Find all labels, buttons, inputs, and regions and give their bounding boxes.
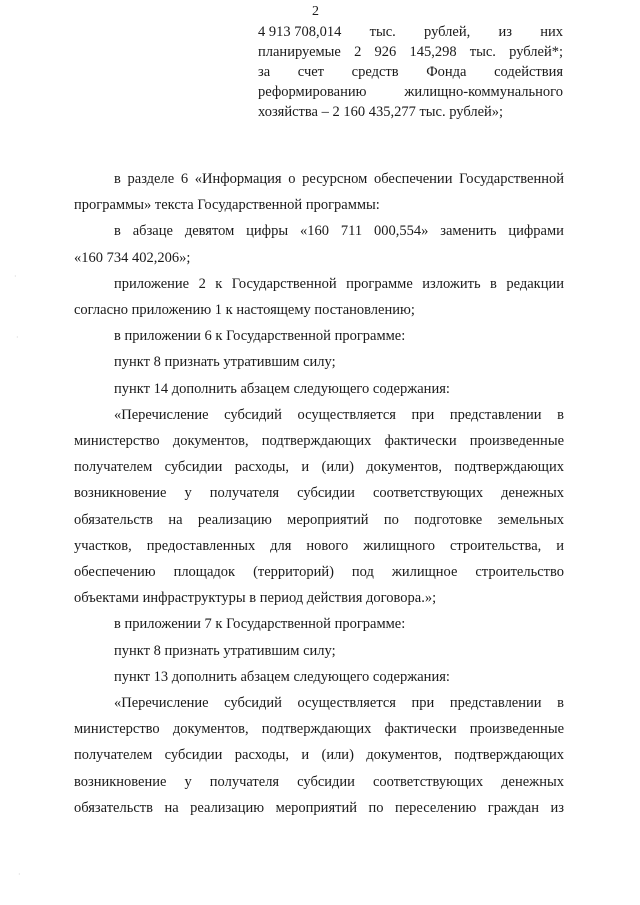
word: представлении [449,695,542,711]
word: документов, [366,747,443,764]
body-line [114,220,564,242]
body-line [74,430,564,452]
word: «160 [299,223,329,240]
word: получателем [74,459,153,476]
word: и [301,747,310,764]
word: у [184,485,192,502]
word: нового [306,537,349,554]
word: обеспечении [373,171,453,187]
word: получателя [209,485,280,502]
body-line [74,561,564,583]
word: девятом [184,223,235,240]
body-line: в приложении 7 к Государственной программе: [114,616,406,633]
body-line [114,404,564,426]
word: строительства, [449,537,542,554]
word: «Перечисление [114,695,209,711]
word: субсидии [164,747,223,764]
word: возникновение [74,773,167,790]
word: у [184,773,192,790]
top-block-line [258,62,563,82]
word: заменить [440,223,497,240]
body-line: пункт 13 дополнить абзацем следующего содержания: [114,668,450,685]
word: граждан [487,799,540,816]
word: цифры [246,223,289,240]
word: подтверждающих [261,721,372,738]
word: тыс. [469,44,496,60]
word: (или) [321,747,354,764]
word: Государственной [231,275,337,292]
word: (или) [321,459,354,476]
word: предоставленных [146,537,256,554]
word: фактически [384,433,457,449]
word: переселению [394,799,477,816]
word: рублей*; [509,44,563,60]
word: жилищно-коммунального [404,84,563,100]
word: 000,554» [373,223,429,240]
word: соответствующих [372,485,484,502]
word: из [498,24,512,40]
word: при [411,695,435,711]
word: изложить [422,275,481,292]
word: реформированию [258,84,367,100]
word: разделе [127,171,175,187]
word: субсидии [164,459,223,476]
word: «Перечисление [114,406,209,423]
word: содействия [494,64,563,80]
body-line: пункт 8 признать утратившим силу; [114,642,336,659]
word: осуществляется [297,406,396,423]
word: 6 [180,171,189,187]
word: представлении [449,406,542,423]
word: получателя [209,773,280,790]
word: мероприятий [287,511,369,528]
word: планируемые [258,44,341,60]
word: обязательств [74,799,153,816]
word: расходы, [234,459,289,476]
word: 145,298 [409,44,457,60]
word: в [114,223,121,240]
word: произведенные [469,433,564,449]
word: на [164,799,179,816]
word: и [556,537,564,554]
word: в [557,695,564,711]
word: в [490,275,497,292]
word: при [411,406,435,423]
word: из [550,799,564,816]
body-line [114,168,564,190]
word: документов, [366,459,443,476]
word: рублей, [424,24,471,40]
word: 2 [198,275,206,292]
word: жилищное [391,564,458,580]
word: них [540,24,563,40]
word: возникновение [74,485,167,502]
word: в [557,406,564,423]
word: площадок [173,564,236,580]
word: субсидий [224,695,282,711]
word: средств [351,64,399,80]
word: земельных [497,511,564,528]
word: для [270,537,292,554]
word: субсидии [297,485,355,502]
body-line: в приложении 6 к Государственной программе: [114,328,406,345]
word: реализацию [190,799,265,816]
word: субсидии [297,773,355,790]
body-line [74,718,564,740]
word: счет [297,64,325,80]
word: субсидий [224,406,282,423]
body-line [114,692,564,714]
body-line: пункт 14 дополнить абзацем следующего содержания: [114,380,450,397]
word: жилищного [363,537,435,554]
word: подтверждающих [261,433,372,449]
word: тыс. [369,24,396,40]
top-block-line [258,42,563,62]
body-line [74,771,564,793]
top-block-line [258,102,503,122]
word: по [368,799,384,816]
body-line [74,797,564,819]
word: реализацию [197,511,272,528]
word: за [258,64,271,80]
word: (территорий) [253,564,334,580]
word: министерство [74,721,160,738]
body-line [74,509,564,531]
word: денежных [501,773,564,790]
word: подтверждающих [454,747,564,764]
word: строительство [475,564,564,580]
word: денежных [501,485,564,502]
word: по [383,511,399,528]
word: участков, [74,537,132,554]
word: Фонда [426,64,467,80]
word: абзаце [132,223,173,240]
word: цифрами [508,223,564,240]
word: на [168,511,183,528]
scan-artifact: · [14,272,17,281]
body-line [74,482,564,504]
word: 711 [340,223,363,240]
word: программе [346,275,413,292]
word: Государственной [459,171,564,187]
word: ресурсном [302,171,368,187]
word: фактически [384,721,457,738]
word: получателем [74,747,153,764]
word: министерство [74,433,160,449]
word: и [301,459,310,476]
body-line [74,744,564,766]
word: расходы, [234,747,289,764]
page-number: 2 [312,4,319,19]
word: документов, [172,433,249,449]
body-line: «160 734 402,206»; [74,249,191,266]
word: мероприятий [275,799,357,816]
word: 2 [354,44,362,60]
word: подготовке [414,511,483,528]
body-line: программы» текста Государственной программы: [74,197,380,214]
body-line: пункт 8 признать утратившим силу; [114,354,336,371]
scan-artifact: · [16,333,19,342]
word: документов, [172,721,249,738]
word: обеспечению [74,564,156,580]
word: произведенные [469,721,564,738]
word: 4 913 708,014 [258,24,342,40]
word: под [351,564,374,580]
word: приложение [114,275,190,292]
word: соответствующих [372,773,484,790]
word: подтверждающих [454,459,564,476]
word: «Информация [194,171,282,187]
body-line: согласно приложению 1 к настоящему постановлению; [74,302,415,318]
word: осуществляется [297,695,396,711]
word: 926 [374,44,397,60]
word: обязательств [74,511,153,528]
top-block-line [258,22,563,42]
word: редакции [506,275,564,292]
body-line: объектами инфраструктуры в период действия договора.»; [74,590,437,607]
body-line [114,273,564,295]
body-line [74,456,564,478]
scan-artifact: · [18,870,21,879]
top-block-line [258,82,563,102]
word: о [288,171,296,187]
word: к [215,275,223,292]
body-line [74,535,564,557]
word: в [114,171,121,187]
word: хозяйства – 2 160 435,277 тыс. рублей»; [258,104,504,120]
